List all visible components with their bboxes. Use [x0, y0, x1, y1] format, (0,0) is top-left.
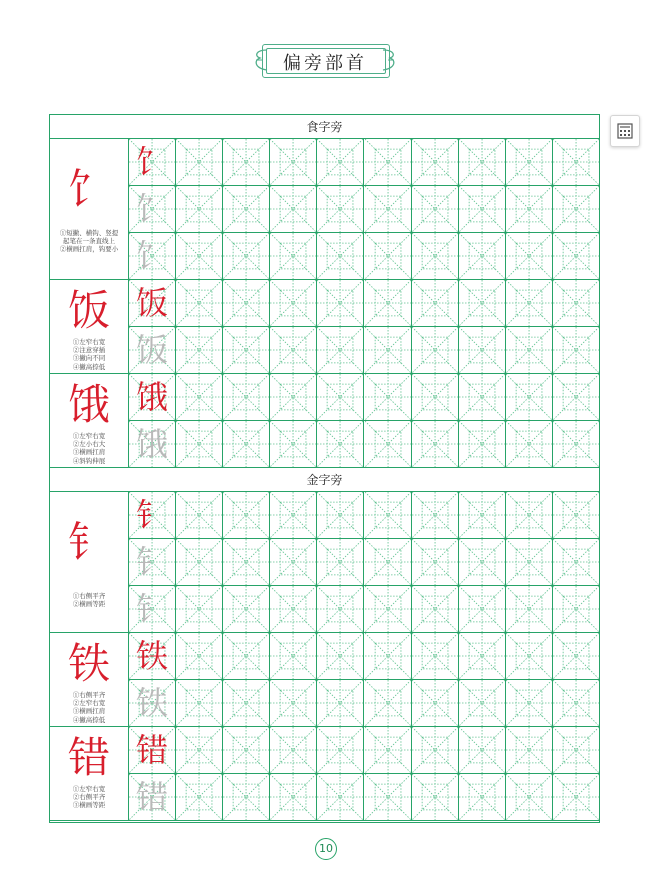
practice-cell[interactable]: [270, 727, 317, 773]
practice-cell[interactable]: [459, 539, 506, 585]
tip-line: ④撇高捺低: [72, 715, 106, 724]
practice-cell[interactable]: [553, 280, 600, 326]
practice-cell[interactable]: [506, 421, 553, 467]
practice-cell[interactable]: [270, 233, 317, 279]
practice-cell[interactable]: [223, 680, 270, 726]
practice-cell[interactable]: [506, 374, 553, 420]
tip-line: ①左窄右宽: [72, 338, 106, 346]
practice-cell[interactable]: [176, 727, 223, 773]
practice-cell[interactable]: [412, 233, 459, 279]
practice-sheet: [49, 114, 600, 823]
practice-cell[interactable]: [317, 327, 364, 373]
practice-row: [129, 233, 600, 280]
practice-cell[interactable]: [365, 539, 412, 585]
tip-line: ④撇高捺低: [72, 362, 106, 371]
reference-cell: [50, 633, 129, 727]
practice-cell[interactable]: [365, 492, 412, 538]
tip-line: ③横画扛肩: [72, 707, 106, 716]
model-character: 铁: [67, 639, 110, 688]
practice-cell[interactable]: [317, 774, 364, 820]
practice-cell[interactable]: [412, 186, 459, 232]
practice-row: [129, 421, 600, 468]
practice-cell[interactable]: [553, 539, 600, 585]
practice-cell[interactable]: [176, 374, 223, 420]
practice-cell[interactable]: [317, 539, 364, 585]
tip-line: ②左窄右宽: [72, 699, 106, 708]
practice-cell[interactable]: [412, 374, 459, 420]
tip-line: ②横画等距: [72, 600, 106, 609]
practice-cell[interactable]: [553, 727, 600, 773]
practice-cell[interactable]: [129, 586, 176, 632]
trace-character: 饣: [136, 190, 169, 228]
practice-cell[interactable]: [270, 139, 317, 185]
practice-cell[interactable]: [365, 327, 412, 373]
practice-cell[interactable]: [129, 421, 176, 467]
practice-row: [129, 727, 600, 774]
practice-cell[interactable]: [459, 280, 506, 326]
practice-cell[interactable]: [176, 680, 223, 726]
tip-line: ①右侧平齐: [72, 592, 106, 600]
practice-cell[interactable]: [223, 374, 270, 420]
trace-character: 铁: [136, 684, 169, 722]
practice-cell[interactable]: [365, 727, 412, 773]
practice-cell[interactable]: [223, 421, 270, 467]
practice-cell[interactable]: [317, 586, 364, 632]
model-character: 饭: [136, 284, 169, 322]
practice-cell[interactable]: [317, 139, 364, 185]
practice-cell[interactable]: [270, 186, 317, 232]
practice-cell[interactable]: [223, 139, 270, 185]
practice-cell[interactable]: [506, 280, 553, 326]
practice-cell[interactable]: [317, 680, 364, 726]
practice-cell[interactable]: [459, 374, 506, 420]
page-title: 偏旁部首: [283, 53, 367, 74]
practice-cell[interactable]: [365, 186, 412, 232]
practice-cell[interactable]: [365, 233, 412, 279]
model-character: 错: [67, 733, 110, 782]
model-character: 饭: [67, 286, 110, 335]
practice-cell[interactable]: [129, 539, 176, 585]
tip-line: ②右侧平齐: [72, 793, 106, 802]
practice-cell[interactable]: [506, 186, 553, 232]
practice-cell[interactable]: [317, 727, 364, 773]
practice-cell[interactable]: [459, 586, 506, 632]
practice-cell[interactable]: [176, 421, 223, 467]
writing-tips: [52, 229, 126, 254]
practice-row: [129, 774, 600, 821]
model-character: 饣: [136, 143, 169, 181]
practice-cell[interactable]: [459, 139, 506, 185]
model-character: 饿: [136, 378, 169, 416]
practice-cell[interactable]: [129, 727, 176, 773]
practice-cell[interactable]: [270, 280, 317, 326]
practice-cell[interactable]: [223, 186, 270, 232]
practice-cell[interactable]: [459, 633, 506, 679]
practice-row: [129, 633, 600, 680]
tip-line: ①短撇、横钩、竖提: [59, 229, 119, 237]
practice-cell[interactable]: [270, 680, 317, 726]
practice-cell[interactable]: [553, 680, 600, 726]
practice-cell[interactable]: [506, 633, 553, 679]
practice-cell[interactable]: [176, 233, 223, 279]
practice-cell[interactable]: [412, 586, 459, 632]
practice-cell[interactable]: [412, 421, 459, 467]
practice-cell[interactable]: [459, 421, 506, 467]
practice-cell[interactable]: [317, 280, 364, 326]
practice-cell[interactable]: [506, 680, 553, 726]
practice-cell[interactable]: [176, 280, 223, 326]
reference-cell: [50, 280, 129, 374]
tip-line: ③撇向不同: [72, 354, 106, 363]
practice-row: [129, 492, 600, 539]
practice-cell[interactable]: [129, 680, 176, 726]
practice-cell[interactable]: [506, 139, 553, 185]
practice-cell[interactable]: [129, 327, 176, 373]
practice-cell[interactable]: [317, 492, 364, 538]
practice-cell[interactable]: [506, 539, 553, 585]
practice-cell[interactable]: [223, 727, 270, 773]
practice-cell[interactable]: [365, 374, 412, 420]
practice-cell[interactable]: [553, 186, 600, 232]
practice-cell[interactable]: [129, 139, 176, 185]
practice-row: [129, 680, 600, 727]
tip-line: ①右侧平齐: [72, 691, 106, 699]
calculator-icon: [617, 123, 633, 139]
writing-tips: [52, 338, 126, 371]
writing-tips: [52, 785, 126, 810]
practice-row: [129, 374, 600, 421]
tip-line: ③横画等距: [72, 801, 106, 810]
practice-row: [129, 186, 600, 233]
practice-cell[interactable]: [412, 492, 459, 538]
practice-cell[interactable]: [412, 327, 459, 373]
practice-cell[interactable]: [176, 586, 223, 632]
practice-cell[interactable]: [129, 774, 176, 820]
practice-cell[interactable]: [412, 727, 459, 773]
practice-cell[interactable]: [176, 492, 223, 538]
practice-cell[interactable]: [176, 327, 223, 373]
practice-cell[interactable]: [365, 586, 412, 632]
tip-line: ①左窄右宽: [72, 432, 106, 440]
practice-cell[interactable]: [365, 421, 412, 467]
practice-cell[interactable]: [459, 327, 506, 373]
practice-cell[interactable]: [459, 774, 506, 820]
practice-cell[interactable]: [412, 139, 459, 185]
practice-cell[interactable]: [223, 233, 270, 279]
practice-cell[interactable]: [506, 774, 553, 820]
practice-row: [129, 586, 600, 633]
section-header: 金字旁: [50, 468, 599, 492]
practice-cell[interactable]: [223, 774, 270, 820]
model-character: 饿: [67, 380, 110, 429]
practice-cell[interactable]: [553, 327, 600, 373]
practice-cell[interactable]: [553, 492, 600, 538]
practice-cell[interactable]: [365, 139, 412, 185]
tip-line: ③横画扛肩: [72, 448, 106, 457]
model-character: 饣: [67, 165, 110, 214]
practice-cell[interactable]: [365, 774, 412, 820]
practice-cell[interactable]: [553, 633, 600, 679]
reference-cell: [50, 374, 129, 468]
practice-row: [129, 539, 600, 586]
practice-cell[interactable]: [223, 539, 270, 585]
practice-cell[interactable]: [553, 774, 600, 820]
practice-cell[interactable]: [365, 633, 412, 679]
practice-cell[interactable]: [129, 233, 176, 279]
page-header: [252, 40, 398, 80]
trace-character: 饭: [136, 331, 169, 369]
practice-cell[interactable]: [176, 633, 223, 679]
practice-cell[interactable]: [317, 633, 364, 679]
calculator-button[interactable]: [610, 115, 640, 147]
practice-cell[interactable]: [553, 374, 600, 420]
practice-cell[interactable]: [270, 492, 317, 538]
page-number: 10: [315, 838, 337, 860]
practice-cell[interactable]: [412, 633, 459, 679]
practice-cell[interactable]: [176, 774, 223, 820]
practice-cell[interactable]: [270, 774, 317, 820]
tip-line: ④斜钩伸展: [72, 456, 106, 465]
practice-cell[interactable]: [223, 492, 270, 538]
practice-cell[interactable]: [553, 421, 600, 467]
practice-cell[interactable]: [412, 774, 459, 820]
practice-cell[interactable]: [270, 633, 317, 679]
practice-cell[interactable]: [223, 586, 270, 632]
practice-cell[interactable]: [317, 421, 364, 467]
trace-character: 钅: [136, 590, 169, 628]
trace-character: 饣: [136, 237, 169, 275]
tip-line: ②横画扛肩，钩要小: [59, 245, 119, 254]
tip-line: ②左小右大: [72, 440, 106, 449]
practice-cell[interactable]: [176, 539, 223, 585]
model-character: 铁: [136, 637, 169, 675]
practice-cell[interactable]: [317, 374, 364, 420]
practice-cell[interactable]: [506, 233, 553, 279]
practice-cell[interactable]: [553, 233, 600, 279]
practice-cell[interactable]: [412, 539, 459, 585]
practice-row: [129, 280, 600, 327]
trace-character: 错: [136, 778, 169, 816]
practice-cell[interactable]: [317, 186, 364, 232]
practice-cell[interactable]: [365, 680, 412, 726]
reference-cell: [50, 727, 129, 821]
reference-cell: [50, 492, 129, 633]
practice-cell[interactable]: [506, 327, 553, 373]
practice-cell[interactable]: [459, 233, 506, 279]
writing-tips: [52, 691, 126, 724]
tip-line: ①左窄右宽: [72, 785, 106, 793]
practice-cell[interactable]: [270, 327, 317, 373]
practice-cell[interactable]: [176, 139, 223, 185]
practice-cell[interactable]: [459, 727, 506, 773]
practice-cell[interactable]: [223, 327, 270, 373]
tip-line: 起笔在一条直线上: [63, 237, 115, 246]
practice-cell[interactable]: [129, 280, 176, 326]
practice-cell[interactable]: [176, 186, 223, 232]
practice-row: [129, 327, 600, 374]
practice-cell[interactable]: [270, 539, 317, 585]
practice-cell[interactable]: [129, 633, 176, 679]
model-character: 错: [136, 731, 169, 769]
practice-cell[interactable]: [553, 586, 600, 632]
practice-cell[interactable]: [129, 186, 176, 232]
practice-cell[interactable]: [506, 727, 553, 773]
practice-cell[interactable]: [365, 280, 412, 326]
tip-line: ②注意穿插: [72, 346, 106, 355]
practice-cell[interactable]: [506, 492, 553, 538]
model-character: 钅: [136, 496, 169, 534]
practice-cell[interactable]: [553, 139, 600, 185]
model-character: 钅: [67, 518, 110, 567]
section-header: 食字旁: [50, 115, 599, 139]
practice-cell[interactable]: [270, 374, 317, 420]
practice-cell[interactable]: [129, 492, 176, 538]
trace-character: 饿: [136, 425, 169, 463]
practice-cell[interactable]: [223, 280, 270, 326]
practice-cell[interactable]: [459, 680, 506, 726]
writing-tips: [52, 592, 126, 608]
writing-tips: [52, 432, 126, 465]
practice-cell[interactable]: [506, 586, 553, 632]
practice-cell[interactable]: [270, 421, 317, 467]
practice-cell[interactable]: [223, 633, 270, 679]
practice-cell[interactable]: [412, 680, 459, 726]
trace-character: 钅: [136, 543, 169, 581]
practice-cell[interactable]: [270, 586, 317, 632]
practice-row: [129, 139, 600, 186]
practice-cell[interactable]: [459, 186, 506, 232]
practice-cell[interactable]: [317, 233, 364, 279]
practice-cell[interactable]: [459, 492, 506, 538]
reference-cell: [50, 139, 129, 280]
practice-cell[interactable]: [412, 280, 459, 326]
practice-cell[interactable]: [129, 374, 176, 420]
